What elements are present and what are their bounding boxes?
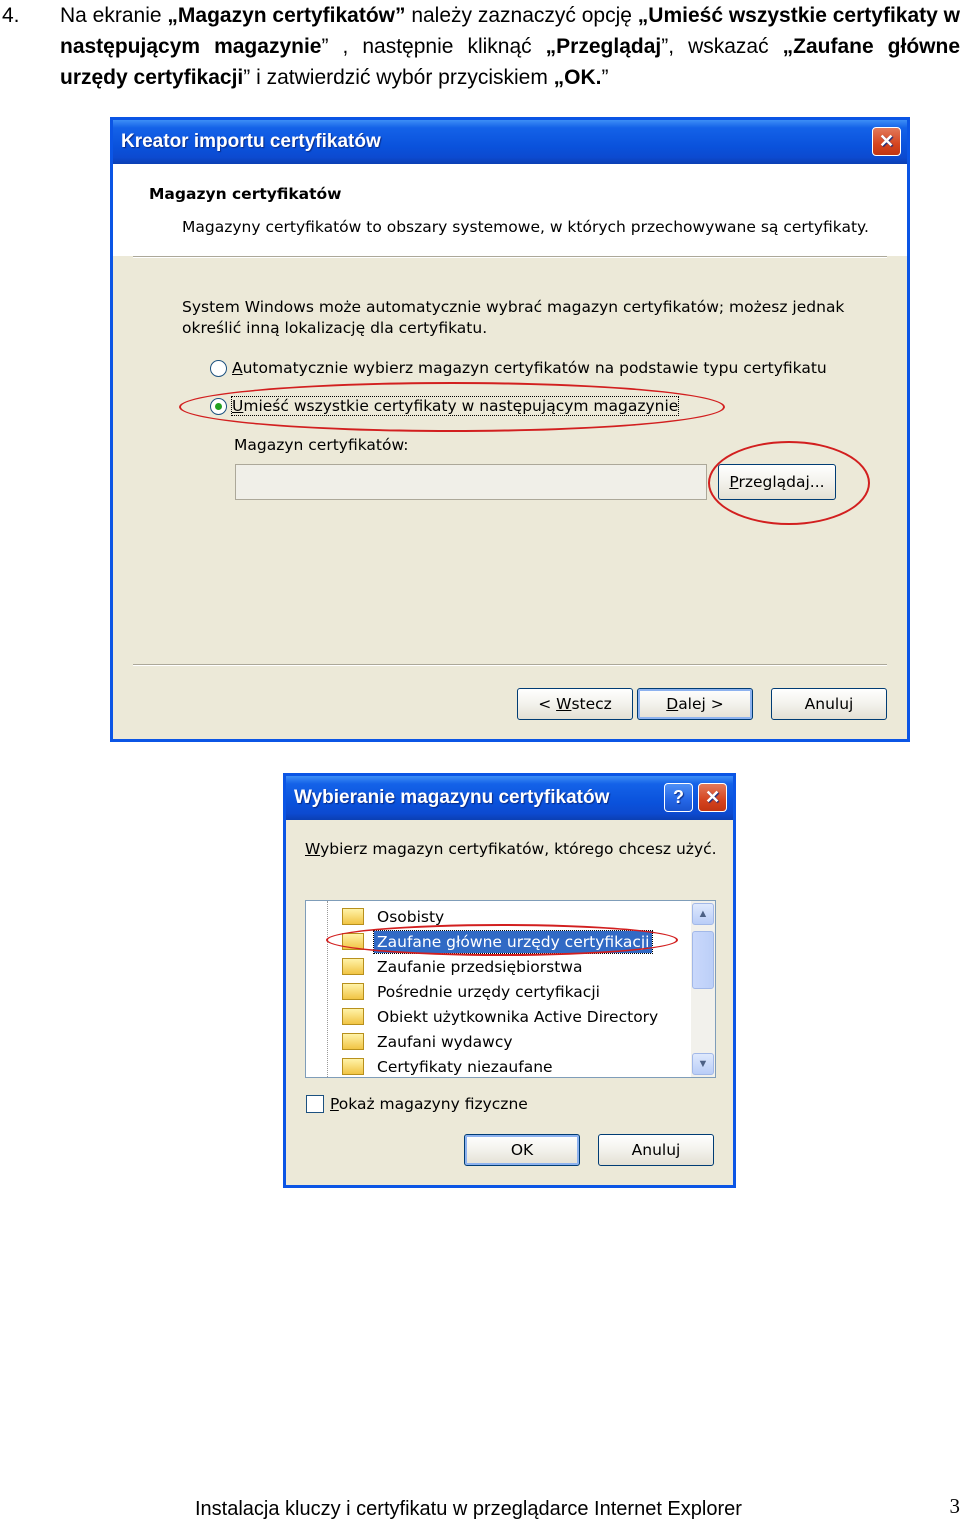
access-key: P xyxy=(729,473,738,491)
instruction-text: Na ekranie xyxy=(60,4,167,27)
access-key: P xyxy=(330,1095,339,1113)
scrollbar-thumb[interactable] xyxy=(692,931,714,989)
radio-auto-select[interactable] xyxy=(210,360,227,377)
highlight-ellipse-browse xyxy=(708,441,870,525)
import-wizard-window xyxy=(110,117,910,742)
access-key: W xyxy=(305,840,320,858)
tree-item-label: Pośrednie urzędy certyfikacji xyxy=(374,981,603,1003)
folder-icon xyxy=(342,908,364,925)
button-text: rzeglądaj... xyxy=(738,473,824,491)
select-store-dialog xyxy=(283,773,736,1188)
show-physical-label[interactable] xyxy=(330,1095,528,1113)
access-key: D xyxy=(666,695,678,713)
access-key: A xyxy=(232,359,243,377)
page-number: 3 xyxy=(950,1494,960,1519)
close-icon[interactable]: ✕ xyxy=(698,783,727,812)
label-text: mieść wszystkie certyfikaty w następującym magazynie xyxy=(243,397,678,415)
show-physical-checkbox[interactable] xyxy=(306,1095,324,1113)
tree-item-label: Obiekt użytkownika Active Directory xyxy=(374,1006,661,1028)
cancel-button[interactable]: Anuluj xyxy=(771,688,887,720)
instruction-bold: „Magazyn certyfikatów” xyxy=(167,4,405,27)
button-text: < xyxy=(538,695,556,713)
help-icon[interactable]: ? xyxy=(664,783,693,812)
label-text: utomatycznie wybierz magazyn certyfikatów na podstawie typu certyfikatu xyxy=(243,359,827,377)
instruction-bold: „OK. xyxy=(554,66,602,89)
dialog-titlebar[interactable] xyxy=(286,776,733,820)
wizard-title: Kreator importu certyfikatów xyxy=(121,131,381,153)
tree-guide-line xyxy=(327,901,328,1077)
instruction-text: ” i zatwierdzić wybór przyciskiem xyxy=(243,66,553,89)
close-icon[interactable]: ✕ xyxy=(872,127,901,156)
dialog-title: Wybieranie magazynu certyfikatów xyxy=(294,787,609,809)
highlight-ellipse-store xyxy=(326,924,678,956)
instruction-bold: „Umieść wszystkie certyfikaty w następującym magazynie xyxy=(60,4,960,58)
instruction-bold: „Zaufane główne urzędy certyfikacji xyxy=(60,35,960,89)
wizard-header-title: Magazyn certyfikatów xyxy=(149,185,342,203)
store-field[interactable] xyxy=(235,464,707,500)
instruction-text: należy zaznaczyć opcję xyxy=(405,4,637,27)
back-button[interactable] xyxy=(517,688,633,720)
button-text: alej > xyxy=(678,695,724,713)
folder-icon xyxy=(342,1058,364,1075)
radio-auto-label[interactable] xyxy=(232,359,827,377)
tree-item-label: Zaufanie przedsiębiorstwa xyxy=(374,956,585,978)
scroll-up-icon[interactable]: ▲ xyxy=(692,903,714,925)
instruction-bold: „Przeglądaj xyxy=(546,35,662,58)
wizard-header-panel xyxy=(113,164,907,256)
wizard-body-line-2: określić inną lokalizację dla certyfikatu. xyxy=(182,319,487,337)
folder-icon xyxy=(342,1033,364,1050)
wizard-titlebar[interactable] xyxy=(113,120,907,164)
page-footer: Instalacja kluczy i certyfikatu w przeglądarce Internet Explorer xyxy=(195,1496,742,1522)
instruction-paragraph xyxy=(60,0,960,93)
ok-button[interactable]: OK xyxy=(464,1134,580,1166)
cancel-button[interactable]: Anuluj xyxy=(598,1134,714,1166)
button-text: stecz xyxy=(571,695,611,713)
instruction-text: ” , następnie kliknąć xyxy=(321,35,545,58)
folder-icon xyxy=(342,958,364,975)
dialog-prompt xyxy=(305,840,717,858)
wizard-header-description: Magazyny certyfikatów to obszary systemowe, w których przechowywane są certyfikaty. xyxy=(182,218,869,236)
next-button[interactable] xyxy=(637,688,753,720)
folder-icon xyxy=(342,1008,364,1025)
instruction-text: ” xyxy=(602,66,609,89)
wizard-body-line-1: System Windows może automatycznie wybrać magazyn certyfikatów; możesz jednak xyxy=(182,298,844,316)
tree-scrollbar[interactable] xyxy=(691,901,715,1077)
access-key: U xyxy=(232,397,243,415)
header-divider xyxy=(133,256,887,258)
label-text: ybierz magazyn certyfikatów, którego chcesz użyć. xyxy=(320,840,717,858)
tree-item-label: Zaufane główne urzędy certyfikacji xyxy=(374,931,652,953)
step-number: 4. xyxy=(2,0,20,31)
label-text: okaż magazyny fizyczne xyxy=(339,1095,528,1113)
instruction-text: ”, wskazać xyxy=(661,35,782,58)
tree-item-label: Certyfikaty niezaufane xyxy=(374,1056,556,1078)
tree-item-label: Zaufani wydawcy xyxy=(374,1031,516,1053)
tree-item-label: Osobisty xyxy=(374,906,447,928)
footer-divider xyxy=(133,664,887,666)
highlight-ellipse-option xyxy=(179,382,725,432)
folder-icon xyxy=(342,983,364,1000)
store-label: Magazyn certyfikatów: xyxy=(234,436,409,454)
access-key: W xyxy=(556,695,571,713)
scroll-down-icon[interactable]: ▼ xyxy=(692,1053,714,1075)
